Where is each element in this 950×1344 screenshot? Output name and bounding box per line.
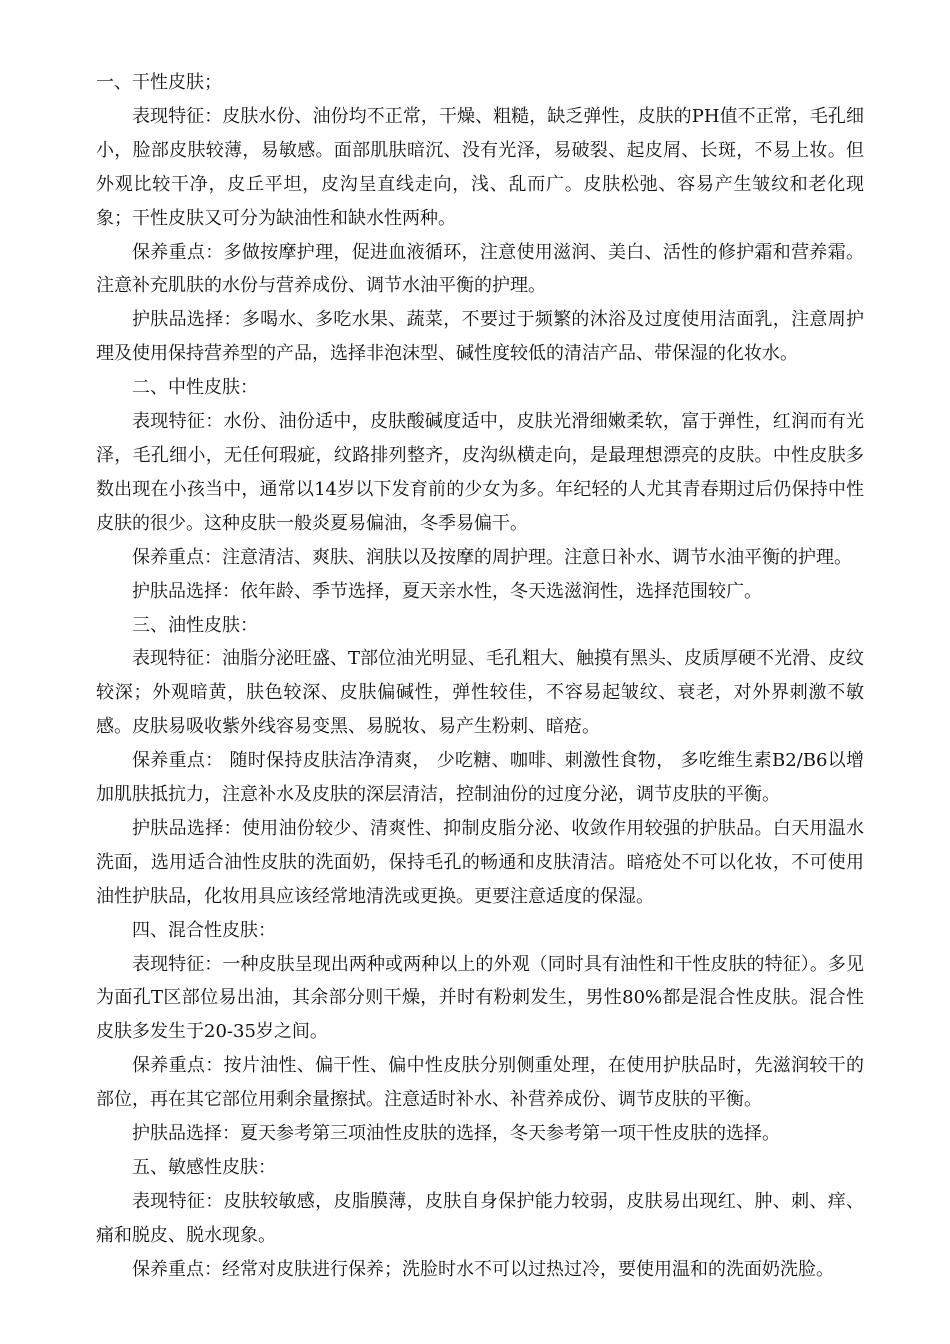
oily-skin-care: 保养重点： 随时保持皮肤洁净清爽， 少吃糖、咖啡、刺激性食物， 多吃维生素B2/B6以增加肌肤抵抗力，注意补水及皮肤的深层清洁，控制油份的过度分泌，调节皮肤的平衡。 [96,750,864,806]
section-heading-oily-skin: 三、油性皮肤： [132,614,258,636]
oily-skin-features: 表现特征：油脂分泌旺盛、T部位油光明显、毛孔粗大、触摸有黑头、皮质厚硬不光滑、皮纹较深；外观暗黄，肤色较深、皮肤偏碱性，弹性较佳，不容易起皱纹、衰老，对外界刺激不敏感。皮肤易吸收紫外线容易变黑、易脱妆、易产生粉刺、暗疮。 [96,648,865,738]
section-heading-neutral-skin: 二、中性皮肤： [132,377,258,399]
oily-skin-products: 护肤品选择：使用油份较少、清爽性、抑制皮脂分泌、收敛作用较强的护肤品。白天用温水洗面，选用适合油性皮肤的洗面奶，保持毛孔的畅通和皮肤清洁。暗疮处不可以化妆，不可使用油性护肤品，化妆用具应该经常地清洗或更换。更要注意适度的保湿。 [96,817,864,907]
section-heading-sensitive-skin: 五、敏感性皮肤： [132,1157,276,1178]
neutral-skin-features: 表现特征：水份、油份适中，皮肤酸碱度适中，皮肤光滑细嫩柔软，富于弹性，红润而有光泽，毛孔细小，无任何瑕疵，纹路排列整齐，皮沟纵横走向，是最理想漂亮的皮肤。中性皮肤多数出现在小孩当中，通常以14岁以下发育前的少女为多。年纪轻的人尤其青春期过后仍保持中性皮肤的很少。这种皮肤一般炎夏易偏油，冬季易偏干。 [96,411,864,534]
dry-skin-products: 护肤品选择：多喝水、多吃水果、蔬菜，不要过于频繁的沐浴及过度使用洁面乳，注意周护理及使用保持营养型的产品，选择非泡沫型、碱性度较低的清洁产品、带保湿的化妆水。 [96,309,864,365]
sensitive-skin-features: 表现特征：皮肤较敏感，皮脂膜薄，皮肤自身保护能力较弱，皮肤易出现红、肿、刺、痒、痛和脱皮、脱水现象。 [96,1190,864,1246]
dry-skin-care: 保养重点：多做按摩护理，促进血液循环，注意使用滋润、美白、活性的修护霜和营养霜。注意补充肌肤的水份与营养成份、调节水油平衡的护理。 [96,241,864,297]
section-heading-combination-skin: 四、混合性皮肤： [132,919,276,941]
neutral-skin-products: 护肤品选择：依年龄、季节选择，夏天亲水性，冬天选滋润性，选择范围较广。 [132,580,762,602]
combination-skin-features: 表现特征：一种皮肤呈现出两种或两种以上的外观（同时具有油性和干性皮肤的特征）。多见为面孔T区部位易出油，其余部分则干燥，并时有粉刺发生，男性80%都是混合性皮肤。混合性皮肤多发生于20-35岁之间。 [96,953,864,1043]
combination-skin-care: 保养重点：按片油性、偏干性、偏中性皮肤分别侧重处理，在使用护肤品时，先滋润较干的部位，再在其它部位用剩余量擦拭。注意适时补水、补营养成份、调节皮肤的平衡。 [96,1055,864,1111]
combination-skin-products: 护肤品选择：夏天参考第三项油性皮肤的选择，冬天参考第一项干性皮肤的选择。 [132,1123,780,1145]
neutral-skin-care: 保养重点：注意清洁、爽肤、润肤以及按摩的周护理。注意日补水、调节水油平衡的护理。 [132,546,852,568]
section-heading-dry-skin: 一、干性皮肤； [96,72,222,93]
dry-skin-features: 表现特征：皮肤水份、油份均不正常，干燥、粗糙，缺乏弹性，皮肤的PH值不正常，毛孔细小，脸部皮肤较薄，易敏感。面部肌肤暗沉、没有光泽，易破裂、起皮屑、长斑，不易上妆。但外观比较干净，皮丘平坦，皮沟呈直线走向，浅、乱而广。皮肤松弛、容易产生皱纹和老化现象；干性皮肤又可分为缺油性和缺水性两种。 [96,105,864,229]
document-page [96,66,864,1287]
sensitive-skin-care: 保养重点：经常对皮肤进行保养；洗脸时水不可以过热过冷，要使用温和的洗面奶洗脸。 [132,1258,834,1280]
